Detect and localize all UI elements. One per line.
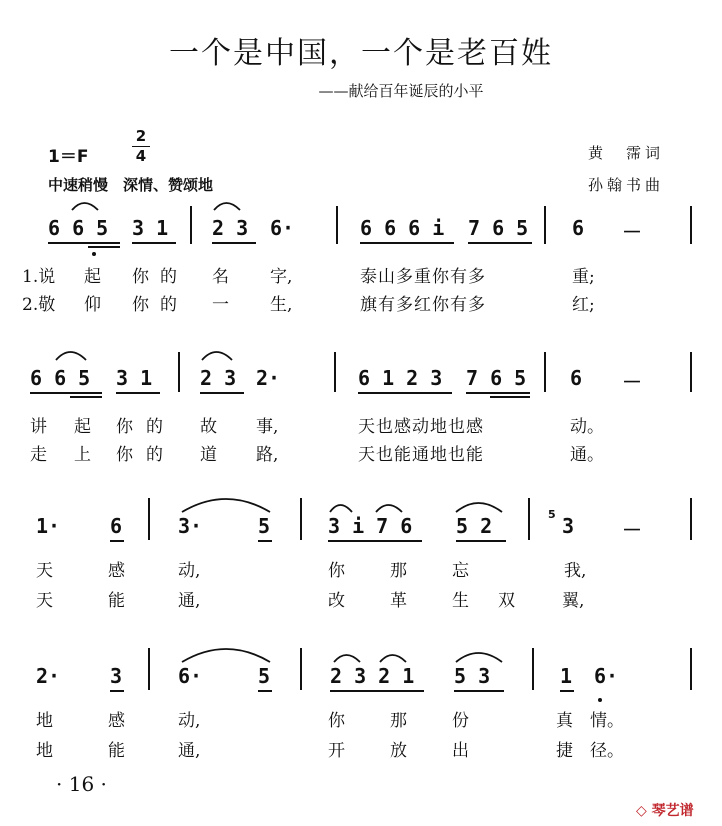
note-group: 6 6 5 [30,366,91,390]
note-group: 2 3 [200,366,237,390]
slur [182,649,270,662]
lyric-verse2: 径。 [590,741,624,761]
note-group: 2 3 [212,216,249,240]
barline [148,498,150,540]
lyric-verse2: 双 [498,591,515,611]
lyric-verse2: 你 [132,295,149,315]
barline [528,498,530,540]
underline-beam [132,242,176,244]
lyric-verse1: 份 [452,711,469,731]
slur [376,505,402,512]
underline-beam [258,690,272,692]
lyric-verse2: 路, [256,445,279,465]
song-subtitle: ——献给百年诞辰的小平 [318,82,484,100]
lyric-verse2: 革 [390,591,407,611]
lyric-verse2: 天也能通地也能 [358,445,484,465]
note-group: 6· [594,664,619,688]
slur [72,203,98,210]
underline-beam [88,246,120,248]
lyric-verse2: 的 [146,445,163,465]
slur [380,655,406,662]
note-group: 6 1 2 3 [358,366,443,390]
note-group: 6 6 5 [48,216,109,240]
lyric-verse1: 泰山多重你有多 [360,267,486,287]
lyric-verse2: 仰 [84,295,101,315]
underline-beam [454,690,504,692]
note-group: 5 2 [456,514,493,538]
note-group: 7 6 5 [468,216,529,240]
page-number: · 16 · [56,772,107,796]
note-group: 6 [572,216,585,240]
lyric-verse1: 字, [270,267,293,287]
lyric-verse2: 的 [160,295,177,315]
note-group: 3 1 [132,216,169,240]
underline-beam [330,690,424,692]
barline [300,498,302,540]
slur [456,503,502,512]
key-signature: 1＝F [48,147,89,167]
watermark-logo [636,800,694,820]
underline-beam [212,242,256,244]
lyric-verse1: 你 [116,417,133,437]
note-group: 6 [110,514,123,538]
tempo-marking: 中速稍慢 深情、赞颂地 [48,176,214,194]
lyric-verse1: 动, [178,711,201,731]
composer-credit: 孙翰书曲 [588,176,665,194]
underline-beam [360,242,454,244]
logo-icon: ◇ [636,803,647,819]
underline-beam [70,396,102,398]
barline [690,352,692,392]
slur [214,203,240,210]
grace-note: 5 [548,508,556,521]
lyric-verse1: 讲 [30,417,47,437]
lyric-verse2: 捷 [556,741,573,761]
time-sig-bottom: 4 [135,147,147,165]
note-group: 3 i 7 6 [328,514,413,538]
lyric-verse2: 翼, [562,591,585,611]
lyric-verse1: 你 [132,267,149,287]
low-octave-dot [598,698,602,702]
barline [300,648,302,690]
note-group: 2 3 2 1 [330,664,415,688]
lyric-verse1: 那 [390,711,407,731]
lyric-verse1: 忘 [452,561,469,581]
barline [544,206,546,244]
note-group: 5 [258,664,271,688]
underline-beam [490,396,530,398]
note-group: 3 1 [116,366,153,390]
note-group: 2· [256,366,281,390]
barline [190,206,192,244]
lyric-verse2: 地 [36,741,53,761]
lyric-verse1: 感 [108,561,125,581]
time-signature [132,128,150,165]
slur [334,655,360,662]
lyric-verse1: 动。 [570,417,604,437]
underline-beam [110,540,124,542]
underline-beam [358,392,452,394]
barline [690,648,692,690]
lyric-verse2: 改 [328,591,345,611]
lyric-verse1: 你 [328,711,345,731]
note-group: － [622,518,642,542]
lyric-verse1: 的 [146,417,163,437]
underline-beam [258,540,272,542]
lyric-verse2: 开 [328,741,345,761]
note-group: 6 [570,366,583,390]
underline-beam [560,690,574,692]
lyric-verse1: 你 [328,561,345,581]
underline-beam [110,690,124,692]
note-group: － [622,220,642,244]
lyric-verse1: 感 [108,711,125,731]
lyric-verse1: 的 [160,267,177,287]
lyric-verse2: 通, [178,591,201,611]
lyric-verse2: 你 [116,445,133,465]
lyric-verse1: 1.说 [22,267,56,287]
lyric-verse1: 名 [212,267,229,287]
lyric-verse2: 通。 [570,445,604,465]
barline [334,352,336,392]
slur [330,505,352,512]
note-group: 5 [258,514,271,538]
note-group: 6 6 6 i [360,216,445,240]
note-group: 1 [560,664,573,688]
lyric-verse1: 天 [36,561,53,581]
barline [336,206,338,244]
note-group: 3· [178,514,203,538]
lyric-verse2: 能 [108,591,125,611]
lyric-verse1: 起 [84,267,101,287]
note-group: 5 3 [454,664,491,688]
note-group: 7 6 5 [466,366,527,390]
underline-beam [116,392,160,394]
lyric-verse2: 旗有多红你有多 [360,295,486,315]
lyric-verse2: 红; [572,295,595,315]
lyric-verse2: 天 [36,591,53,611]
lyric-verse1: 重; [572,267,595,287]
lyric-verse2: 出 [452,741,469,761]
slur [202,352,232,360]
low-octave-dot [92,252,96,256]
song-title: 一个是中国，一个是老百姓 [169,36,553,71]
barline [532,648,534,690]
note-group: 6· [178,664,203,688]
lyric-verse2: 走 [30,445,47,465]
underline-beam [200,392,244,394]
note-group: － [622,370,642,394]
barline [148,648,150,690]
barline [178,352,180,392]
barline [690,498,692,540]
underline-beam [30,392,102,394]
lyric-verse1: 情。 [590,711,624,731]
lyric-verse1: 起 [74,417,91,437]
lyric-verse2: 生, [270,295,293,315]
lyric-verse2: 通, [178,741,201,761]
underline-beam [466,392,530,394]
slur [456,653,502,662]
note-group: 3 [110,664,123,688]
barline [690,206,692,244]
lyric-verse2: 放 [390,741,407,761]
lyric-verse2: 能 [108,741,125,761]
lyric-verse2: 生 [452,591,469,611]
lyricist-credit: 黄 霈词 [588,144,665,162]
note-group: 1· [36,514,61,538]
underline-beam [48,242,120,244]
lyric-verse1: 事, [256,417,279,437]
lyric-verse1: 故 [200,417,217,437]
watermark-text: 琴艺谱 [651,803,694,819]
slur [182,499,270,512]
barline [544,352,546,392]
underline-beam [328,540,422,542]
underline-beam [456,540,506,542]
note-group: 2· [36,664,61,688]
underline-beam [468,242,532,244]
lyric-verse1: 我, [564,561,587,581]
lyric-verse2: 上 [74,445,91,465]
lyric-verse1: 那 [390,561,407,581]
lyric-verse2: 道 [200,445,217,465]
time-sig-top: 2 [135,127,147,145]
lyric-verse2: 一 [212,295,229,315]
slur [56,352,86,360]
lyric-verse2: 2.敬 [22,295,56,315]
lyric-verse1: 动, [178,561,201,581]
lyric-verse1: 地 [36,711,53,731]
lyric-verse1: 真 [556,711,573,731]
note-group: 3 [562,514,575,538]
note-group: 6· [270,216,295,240]
lyric-verse1: 天也感动地也感 [358,417,484,437]
